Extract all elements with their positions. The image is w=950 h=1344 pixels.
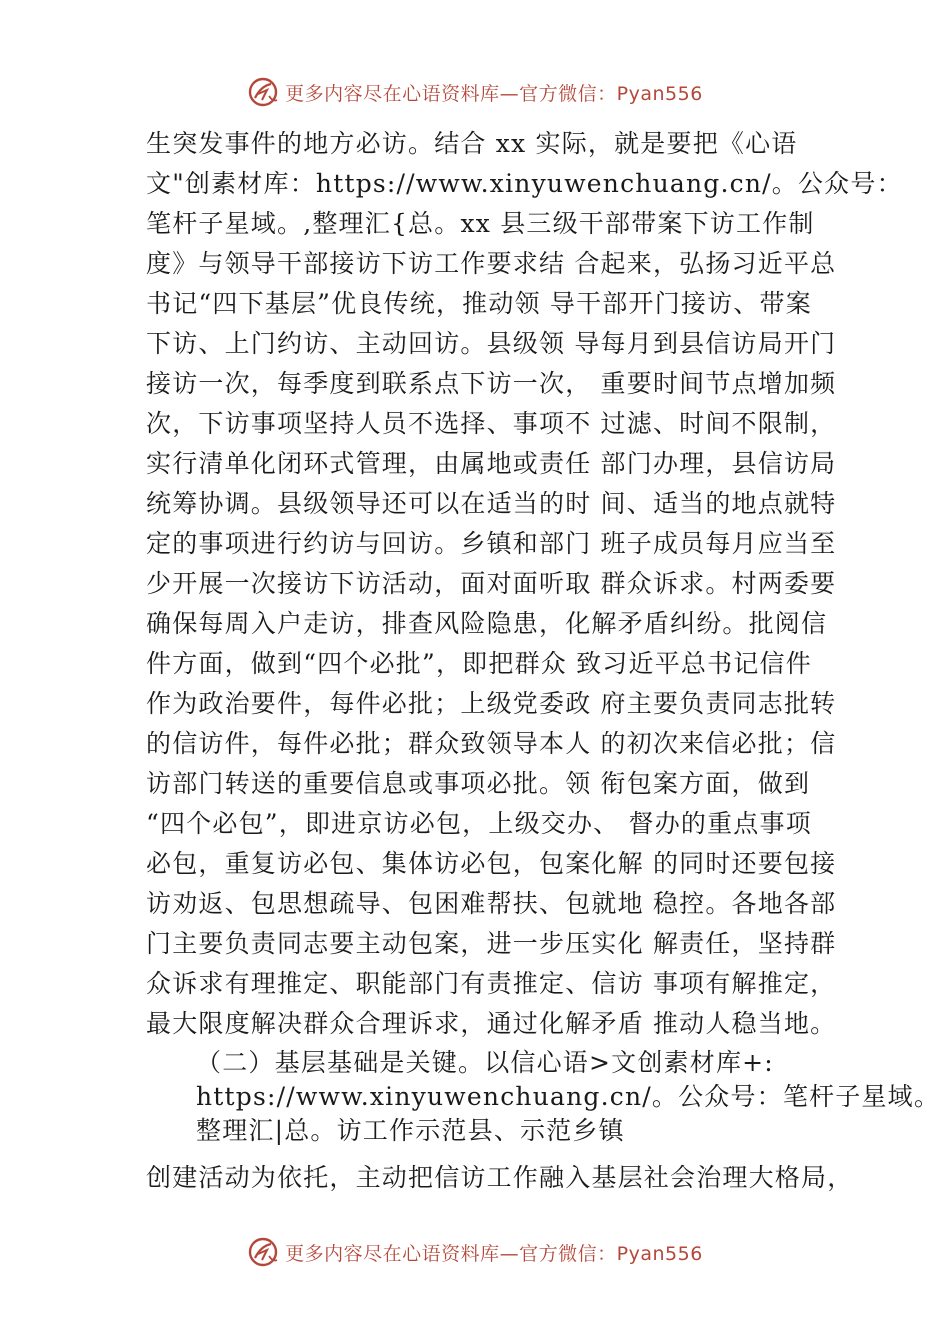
body-line: 度》与领导干部接访下访工作要求结 合起来，弘扬习近平总 — [146, 249, 837, 278]
body-line: 生突发事件的地方必访。结合 xx 实际，就是要把《心语 — [146, 129, 798, 158]
tail-line: 创建活动为依托，主动把信访工作融入基层社会治理大格局， — [146, 1163, 854, 1192]
body-line: 作为政治要件，每件必批；上级党委政 府主要负责同志批转 — [146, 689, 837, 718]
body-line: 访劝返、包思想疏导、包困难帮扶、包就地 稳控。各地各部 — [146, 889, 837, 918]
body-line: 确保每周入户走访，排查风险隐患，化解矛盾纠纷。批阅信 — [146, 609, 828, 638]
body-line: 众诉求有理推定、职能部门有责推定、信访 事项有解推定， — [146, 969, 837, 998]
body-line: 最大限度解决群众合理诉求，通过化解矛盾 推动人稳当地。 — [146, 1009, 837, 1038]
section-url-line: https://www.xinyuwenchuang.cn/。公众号：笔杆子星域。 — [196, 1082, 941, 1111]
body-line: 访部门转送的重要信息或事项必批。领 衔包案方面，做到 — [146, 769, 811, 798]
footer-banner — [0, 1232, 950, 1272]
body-line: 统筹协调。县级领导还可以在适当的时 间、适当的地点就特 — [146, 489, 837, 518]
body-line: 的信访件，每件必批；群众致领导本人 的初次来信必批；信 — [146, 729, 837, 758]
header-banner-text: 更多内容尽在心语资料库—官方微信：Pyan556 — [285, 82, 703, 105]
section-text-line: 整理汇|总。访工作示范县、示范乡镇 — [196, 1116, 625, 1145]
body-line: 必包，重复访必包、集体访必包，包案化解 的同时还要包接 — [146, 849, 837, 878]
body-line: 少开展一次接访下访活动，面对面听取 群众诉求。村两委要 — [146, 569, 837, 598]
body-line: “四个必包”，即进京访必包，上级交办、 督办的重点事项 — [146, 809, 812, 838]
body-line: 文"创素材库：https://www.xinyuwenchuang.cn/。公众号： — [146, 169, 903, 198]
body-line: 门主要负责同志要主动包案，进一步压实化 解责任，坚持群 — [146, 929, 837, 958]
body-line: 书记“四下基层”优良传统，推动领 导干部开门接访、带案 — [146, 289, 812, 318]
body-line: 笔杆子星域。,整理汇{总。xx 县三级干部带案下访工作制 — [146, 209, 815, 238]
xinyu-logo-icon — [247, 1236, 279, 1268]
body-line: 次，下访事项坚持人员不选择、事项不 过滤、时间不限制， — [146, 409, 837, 438]
body-line: 实行清单化闭环式管理，由属地或责任 部门办理，县信访局 — [146, 449, 837, 478]
section-heading-line: （二）基层基础是关键。以信心语>文创素材库+: — [196, 1048, 774, 1077]
body-line: 件方面，做到“四个必批”，即把群众 致习近平总书记信件 — [146, 649, 812, 678]
body-line: 下访、上门约访、主动回访。县级领 导每月到县信访局开门 — [146, 329, 837, 358]
body-line: 定的事项进行约访与回访。乡镇和部门 班子成员每月应当至 — [146, 529, 837, 558]
footer-banner-text: 更多内容尽在心语资料库—官方微信：Pyan556 — [285, 1242, 703, 1265]
body-line: 接访一次，每季度到联系点下访一次， 重要时间节点增加频 — [146, 369, 837, 398]
